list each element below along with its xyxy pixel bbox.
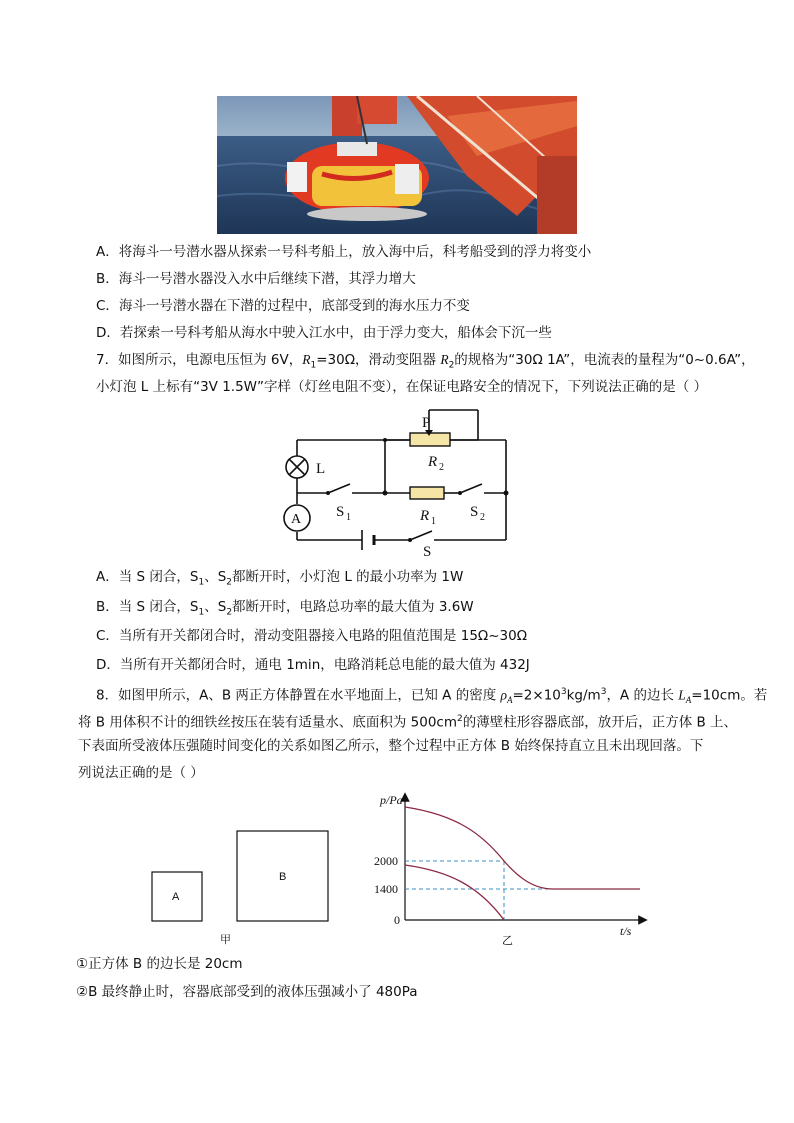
q7-option-d: D．当所有开关都闭合时，通电 1min，电路消耗总电能的最大值为 432J [96,657,530,673]
q7-option-a: A．当 S 闭合，$S_1$、$S_2$都断开时，小灯泡 L 的最小功率为 1W [96,569,464,588]
q8-stem-line1: 8．如图甲所示，A、B 两正方体静置在水平地面上，已知 A 的密度 $\rho_A=2\times 10^3kg/m^3$，A 的边长 $L_A=10cm$。若 [96,687,768,706]
label-a: A [291,512,302,527]
q8-stem-line3: 下表面所受液体压强随时间变化的关系如图乙所示，整个过程中正方体 B 始终保持直立且未出现回落。下 [78,738,704,754]
q6-option-c: C．海斗一号潜水器在下潜的过程中，底部受到的海水压力不变 [96,298,470,314]
label-l: L [316,461,326,477]
q7-option-b: B．当 S 闭合，$S_1$、$S_2$都断开时，电路总功率的最大值为 3.6W [96,599,474,618]
label-p: P [422,415,431,431]
figure-jia [140,820,350,948]
q8-stem-line2: 将 B 用体积不计的细铁丝按压在装有适量水、底面积为 $500cm^2$的薄壁柱形容器底部，放开后，正方体 B 上、 [78,714,738,731]
label-s: S [423,544,432,560]
tick-0: 0 [394,913,400,927]
label-s1: S [336,504,345,520]
tick-2000: 2000 [374,854,398,868]
lower-surface-pressure-curve [405,807,640,889]
label-s2: S [470,504,479,520]
label-s2-sub: 2 [480,512,485,523]
circuit-diagram [270,400,530,560]
q7-option-c: C．当所有开关都闭合时，滑动变阻器接入电路的阻值范围是 15Ω~30Ω [96,628,528,644]
upper-surface-pressure-curve [405,865,504,920]
label-r2-sub: 2 [439,462,444,473]
label-r1-sub: 1 [431,516,436,527]
figure-jia-caption: 甲 [220,933,231,946]
q8-statement-2: ②B 最终静止时，容器底部受到的液体压强减小了 480Pa [76,984,418,1000]
q7-stem-line1: 7．如图所示，电源电压恒为 6V，$R_1=30\Omega$，滑动变阻器 $R_2$的规格为“30Ω 1A”，电流表的量程为“0~0.6A”， [96,352,755,371]
figure-yi [368,785,658,950]
figure-yi-caption: 乙 [502,934,513,947]
q7-stem-line2: 小灯泡 L 上标有“3V 1.5W”字样（灯丝电阻不变），在保证电路安全的情况下，下列说法正确的是（ ） [96,379,708,395]
label-r1: R [420,508,430,524]
x-axis-label: t/s [620,924,632,938]
label-s1-sub: 1 [346,512,351,523]
cube-a-label: A [172,891,180,903]
q6-option-b: B．海斗一号潜水器没入水中后继续下潜，其浮力增大 [96,271,416,287]
q6-option-d: D．若探索一号科考船从海水中驶入江水中，由于浮力变大，船体会下沉一些 [96,325,552,341]
q6-option-a: A．将海斗一号潜水器从探索一号科考船上，放入海中后，科考船受到的浮力将变小 [96,244,592,260]
tick-1400: 1400 [374,882,398,896]
submersible-photo [217,96,577,234]
label-r2: R [428,454,438,470]
y-axis-label: p/Pa [380,793,403,807]
q8-stem-line4: 列说法正确的是（ ） [78,765,204,781]
q8-statement-1: ①正方体 B 的边长是 20cm [76,956,243,972]
cube-b-label: B [279,871,287,883]
